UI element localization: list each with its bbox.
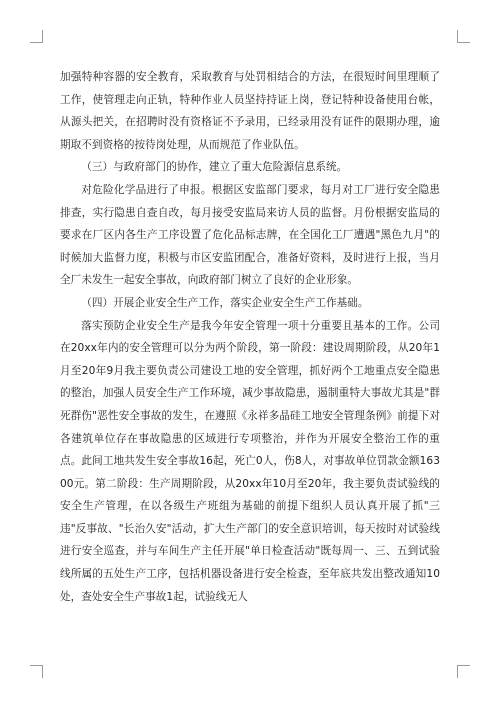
crop-mark-bottom-right [457,665,470,678]
document-body [60,66,440,608]
crop-mark-top-left [30,30,43,43]
paragraph-safety-management: 落实预防企业安全生产是我今年安全管理一项十分重要且基本的工作。公司在20xx年内的安全管理可以分为两个阶段，第一阶段：建设周期阶段，从20年1月至20年9月我主要负责公司建设工地的安全管理，抓好两个工地重点安全隐患的整治，加强人员安全生产工作环境，减少事故隐患，遏制重特大事故尤其是"群死群伤"恶性安全事故的发生，在遵照《永祥多晶硅工地安全管理条例》前提下对各建筑单位存在事故隐患的区域进行专项整治，并作为开展安全整治工作的重点。此间工地共发生安全事故16起，死亡0人，伤8人，对事故单位罚款金额16300元。第二阶段：生产周期阶段，从20xx年10月至20年，我主要负责试验线的安全生产管理，在以各级生产班组为基础的前提下组织人员认真开展了抓"三违"反事故、"长治久安"活动，扩大生产部门的安全意识培训，每天按时对试验线进行安全巡查，并与车间生产主任开展"单日检查活动"既每周一、三、五到试验线所属的五处生产工序，包括机器设备进行安全检查，至年底共发出整改通知10处，查处安全生产事故1起，试验线无人 [60,319,440,603]
crop-mark-top-right [457,30,470,43]
paragraph-training: 加强特种容器的安全教育，采取教育与处罚相结合的方法，在很短时间里理顺了工作，使管理走向正轨，特种作业人员坚持持证上岗，登记特种设备使用台帐，从源头把关，在招聘时没有资格证不予录用，已经录用没有证件的限期办理，逾期取不到资格的按待岗处理，从而规范了作业队伍。 [60,71,440,151]
crop-mark-bottom-left [30,665,43,678]
section-heading-4: （四）开展企业安全生产工作，落实企业安全生产工作基础。 [81,296,369,309]
section-heading-3: （三）与政府部门的协作，建立了重大危险源信息系统。 [81,161,348,174]
paragraph-hazmat-report: 对危险化学品进行了申报。根据区安监部门要求，每月对工厂进行安全隐患排查，实行隐患自查自改，每月接受安监局来访人员的监督。月份根据安监局的要求在厂区内各生产工序设置了危化品标志牌，在全国化工厂遭遇"黑色九月"的时候加大监督力度，积极与市区安监团配合，准备好资料，及时进行上报，当月全厂未发生一起安全事故，向政府部门树立了良好的企业形象。 [60,183,440,287]
